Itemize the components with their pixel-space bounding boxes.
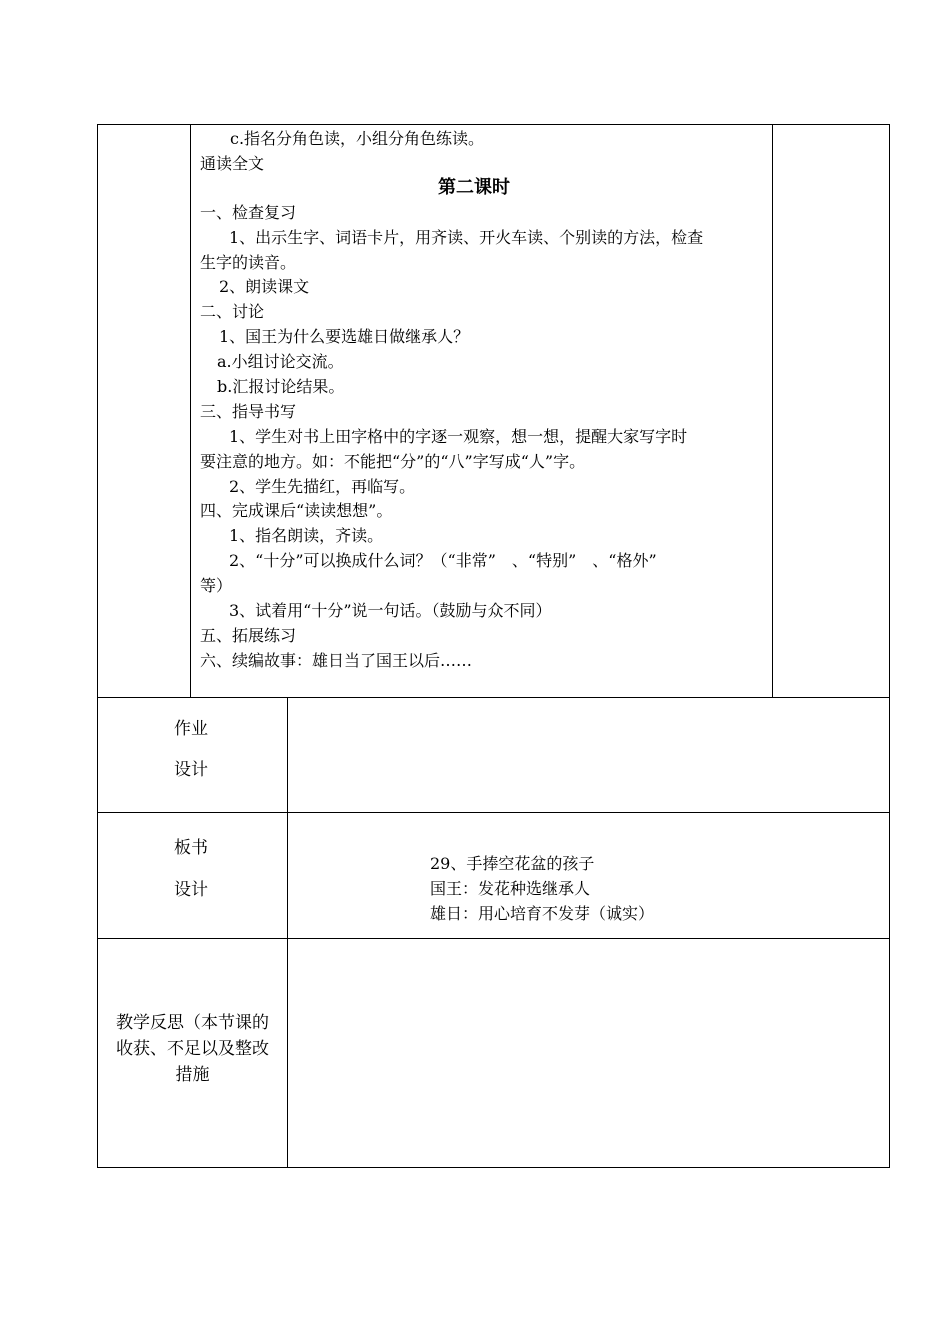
lesson-line: 1、指名朗读，齐读。 xyxy=(229,526,384,545)
lesson-line: b.汇报讨论结果。 xyxy=(217,377,345,396)
lesson-line: 2、朗读课文 xyxy=(219,277,310,296)
board-line: 雄日：用心培育不发芽（诚实） xyxy=(430,904,655,923)
table-right-border xyxy=(889,124,890,1168)
lesson-line: 2、学生先描红，再临写。 xyxy=(229,477,416,496)
lesson-col-right-divider xyxy=(772,124,773,697)
row-divider-board xyxy=(97,812,890,813)
lesson-line: 四、完成课后“读读想想”。 xyxy=(200,501,393,520)
lesson-line: 五、拓展练习 xyxy=(200,626,297,645)
reflection-label-line: 措施 xyxy=(175,1065,210,1085)
lesson-line: 1、出示生字、词语卡片，用齐读、开火车读、个别读的方法，检查 xyxy=(229,228,704,247)
lesson-line: 一、检查复习 xyxy=(200,203,297,222)
lesson-line: 2、“十分”可以换成什么词？（“非常” 、“特别” 、“格外” xyxy=(229,551,657,570)
lesson-line: 要注意的地方。如：不能把“分”的“八”字写成“人”字。 xyxy=(200,452,586,471)
homework-label-line: 设计 xyxy=(174,760,208,780)
lesson-line: 生字的读音。 xyxy=(200,253,297,272)
lesson-line: 三、指导书写 xyxy=(200,402,297,421)
board-label-line: 设计 xyxy=(174,880,208,900)
table-bottom-border xyxy=(97,1167,890,1168)
row-divider-homework xyxy=(97,697,890,698)
lesson-line: 1、国王为什么要选雄日做继承人？ xyxy=(219,327,470,346)
lesson-line: 二、讨论 xyxy=(200,302,265,321)
lesson-line: 等） xyxy=(200,576,233,595)
section-title: 第二课时 xyxy=(438,177,510,198)
board-label-line: 板书 xyxy=(174,838,208,858)
label-col-divider xyxy=(287,697,288,1168)
row-divider-reflection xyxy=(97,938,890,939)
reflection-label xyxy=(98,1010,287,1088)
lesson-line: 3、试着用“十分”说一句话。（鼓励与众不同） xyxy=(229,601,552,620)
lesson-line: 通读全文 xyxy=(200,154,265,173)
lesson-line: 1、学生对书上田字格中的字逐一观察，想一想，提醒大家写字时 xyxy=(229,427,688,446)
homework-label-line: 作业 xyxy=(174,719,208,739)
lesson-col-left-divider xyxy=(190,124,191,697)
lesson-line: c.指名分角色读，小组分角色练读。 xyxy=(230,129,485,148)
lesson-line: a.小组讨论交流。 xyxy=(217,352,344,371)
board-line: 国王：发花种选继承人 xyxy=(430,879,591,898)
lesson-line: 六、续编故事：雄日当了国王以后…… xyxy=(200,651,473,670)
reflection-label-line: 收获、不足以及整改 xyxy=(116,1039,269,1059)
board-line: 29、手捧空花盆的孩子 xyxy=(430,854,595,873)
reflection-label-line: 教学反思（本节课的 xyxy=(116,1013,269,1033)
